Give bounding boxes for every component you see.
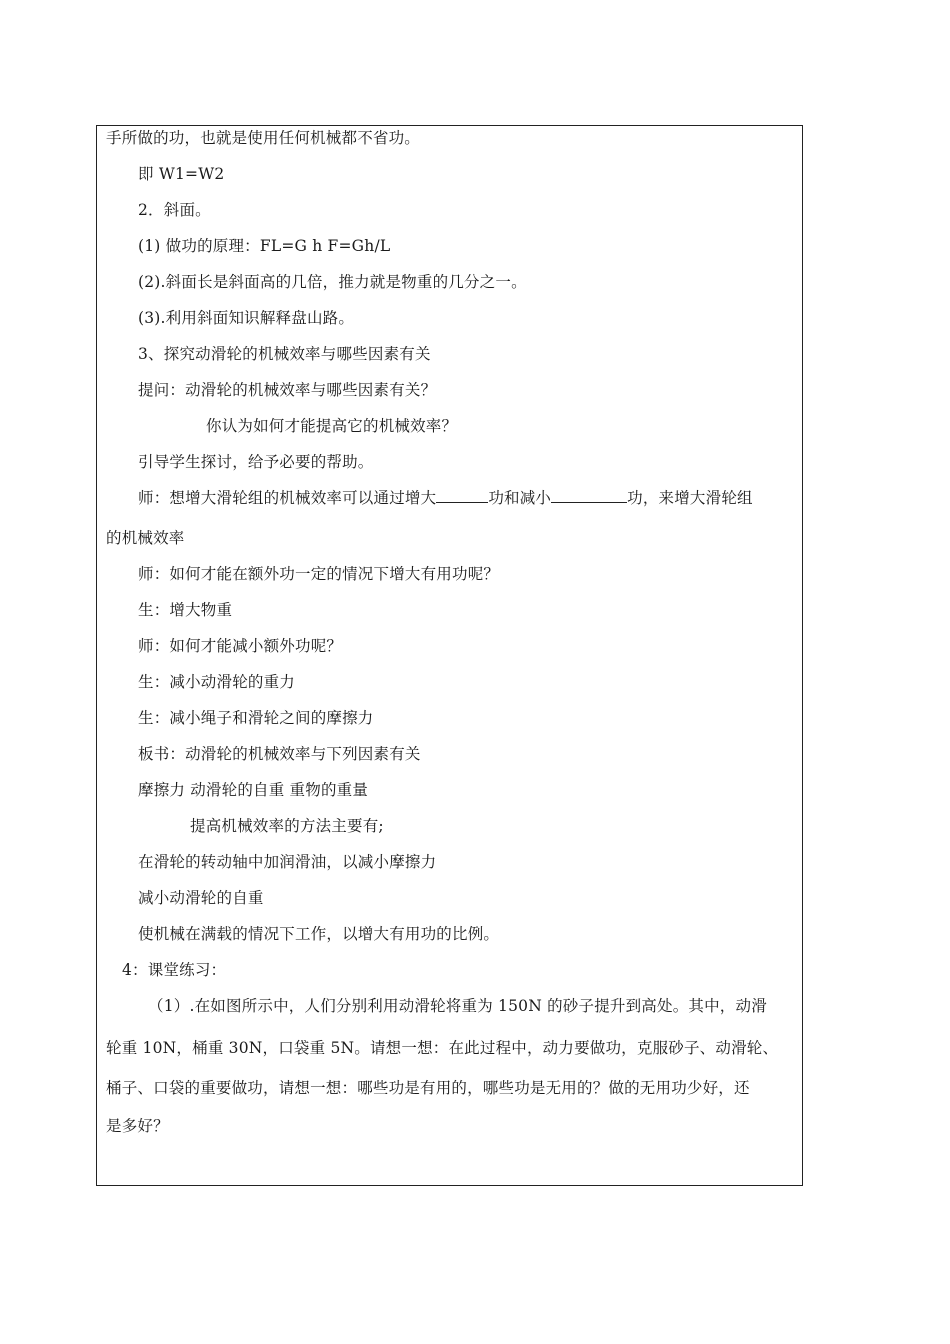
text-line: 轮重 10N，桶重 30N，口袋重 5N。请想一想：在此过程中，动力要做功，克服砂子、动滑轮、: [106, 1039, 779, 1057]
text-line: (1) 做功的原理：FL=G h F=Gh/L: [138, 237, 391, 255]
text-line: (2).斜面长是斜面高的几倍，推力就是物重的几分之一。: [138, 273, 527, 291]
text-segment: 师：想增大滑轮组的机械效率可以通过增大: [138, 489, 437, 507]
text-line: 即 W1=W2: [138, 165, 225, 183]
text-line: 手所做的功，也就是使用任何机械都不省功。: [106, 129, 421, 147]
text-line: 使机械在满载的情况下工作，以增大有用功的比例。: [138, 925, 500, 943]
answer-blank: [551, 488, 627, 503]
text-line: （1）.在如图所示中，人们分别利用动滑轮将重为 150N 的砂子提升到高处。其中，动滑: [148, 997, 767, 1015]
text-line: 生：增大物重: [138, 601, 233, 619]
text-line: 提问：动滑轮的机械效率与哪些因素有关？: [138, 381, 437, 399]
answer-blank: [436, 488, 488, 503]
text-line: 生：减小动滑轮的重力: [138, 673, 296, 691]
section-heading: 4：课堂练习：: [122, 961, 227, 979]
text-line: 你认为如何才能提高它的机械效率？: [206, 417, 458, 435]
text-line: 摩擦力 动滑轮的自重 重物的重量: [138, 781, 369, 799]
text-line: 的机械效率: [106, 529, 185, 547]
section-heading: 2．斜面。: [138, 201, 211, 219]
section-heading: 3、探究动滑轮的机械效率与哪些因素有关: [138, 345, 431, 363]
text-line: (3).利用斜面知识解释盘山路。: [138, 309, 355, 327]
text-line: 提高机械效率的方法主要有;: [190, 817, 384, 835]
text-line: 生：减小绳子和滑轮之间的摩擦力: [138, 709, 374, 727]
text-segment: 功，来增大滑轮组: [627, 489, 753, 507]
text-line: 是多好？: [106, 1117, 169, 1135]
text-line: 板书：动滑轮的机械效率与下列因素有关: [138, 745, 421, 763]
fill-in-line: [138, 488, 753, 508]
text-line: 在滑轮的转动轴中加润滑油，以减小摩擦力: [138, 853, 437, 871]
text-line: 师：如何才能减小额外功呢？: [138, 637, 343, 655]
text-line: 师：如何才能在额外功一定的情况下增大有用功呢？: [138, 565, 500, 583]
text-line: 减小动滑轮的自重: [138, 889, 264, 907]
text-segment: 功和减小: [488, 489, 552, 507]
text-line: 引导学生探讨，给予必要的帮助。: [138, 453, 374, 471]
text-line: 桶子、口袋的重要做功，请想一想：哪些功是有用的，哪些功是无用的？做的无用功少好，还: [106, 1079, 750, 1097]
